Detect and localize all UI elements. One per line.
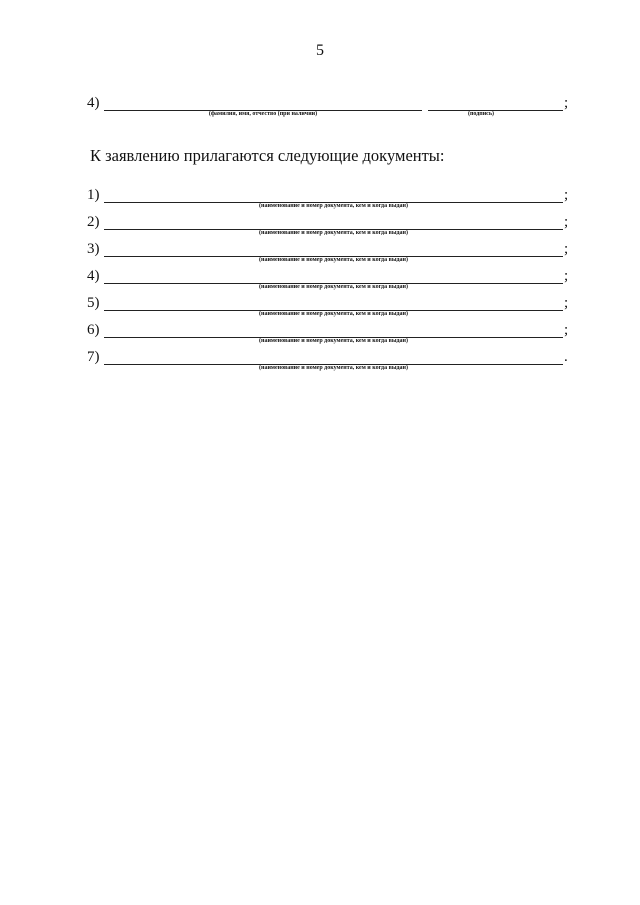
document-number: 5): [87, 295, 100, 311]
document-caption: (наименование и номер документа, кем и когда выдан): [259, 257, 408, 263]
document-number: 6): [87, 322, 100, 338]
document-end-mark: ;: [564, 322, 569, 338]
document-number: 1): [87, 187, 100, 203]
document-end-mark: ;: [564, 241, 569, 257]
document-number: 2): [87, 214, 100, 230]
document-row: [0, 188, 640, 215]
document-caption: (наименование и номер документа, кем и когда выдан): [259, 284, 408, 290]
page-number: 5: [316, 42, 324, 59]
document-end-mark: .: [564, 349, 568, 365]
signer-signature-caption: (подпись): [467, 111, 495, 117]
document-end-mark: ;: [564, 187, 569, 203]
document-caption: (наименование и номер документа, кем и когда выдан): [259, 311, 408, 317]
document-row: [0, 323, 640, 350]
document-caption: (наименование и номер документа, кем и когда выдан): [259, 365, 408, 371]
document-end-mark: ;: [564, 295, 569, 311]
document-number: 4): [87, 268, 100, 284]
document-row: [0, 269, 640, 296]
document-row: [0, 350, 640, 377]
document-caption: (наименование и номер документа, кем и когда выдан): [259, 230, 408, 236]
document-row: [0, 296, 640, 323]
document-end-mark: ;: [564, 214, 569, 230]
attachments-heading: К заявлению прилагаются следующие документы:: [90, 146, 445, 165]
signer-name-caption: (фамилия, имя, отчество (при наличии): [208, 111, 318, 117]
document-end-mark: ;: [564, 268, 569, 284]
document-row: [0, 215, 640, 242]
signer-end-mark: ;: [564, 95, 569, 111]
document-caption: (наименование и номер документа, кем и когда выдан): [259, 203, 408, 209]
signer-number: 4): [87, 95, 100, 111]
document-number: 7): [87, 349, 100, 365]
document-row: [0, 242, 640, 269]
document-caption: (наименование и номер документа, кем и когда выдан): [259, 338, 408, 344]
document-number: 3): [87, 241, 100, 257]
